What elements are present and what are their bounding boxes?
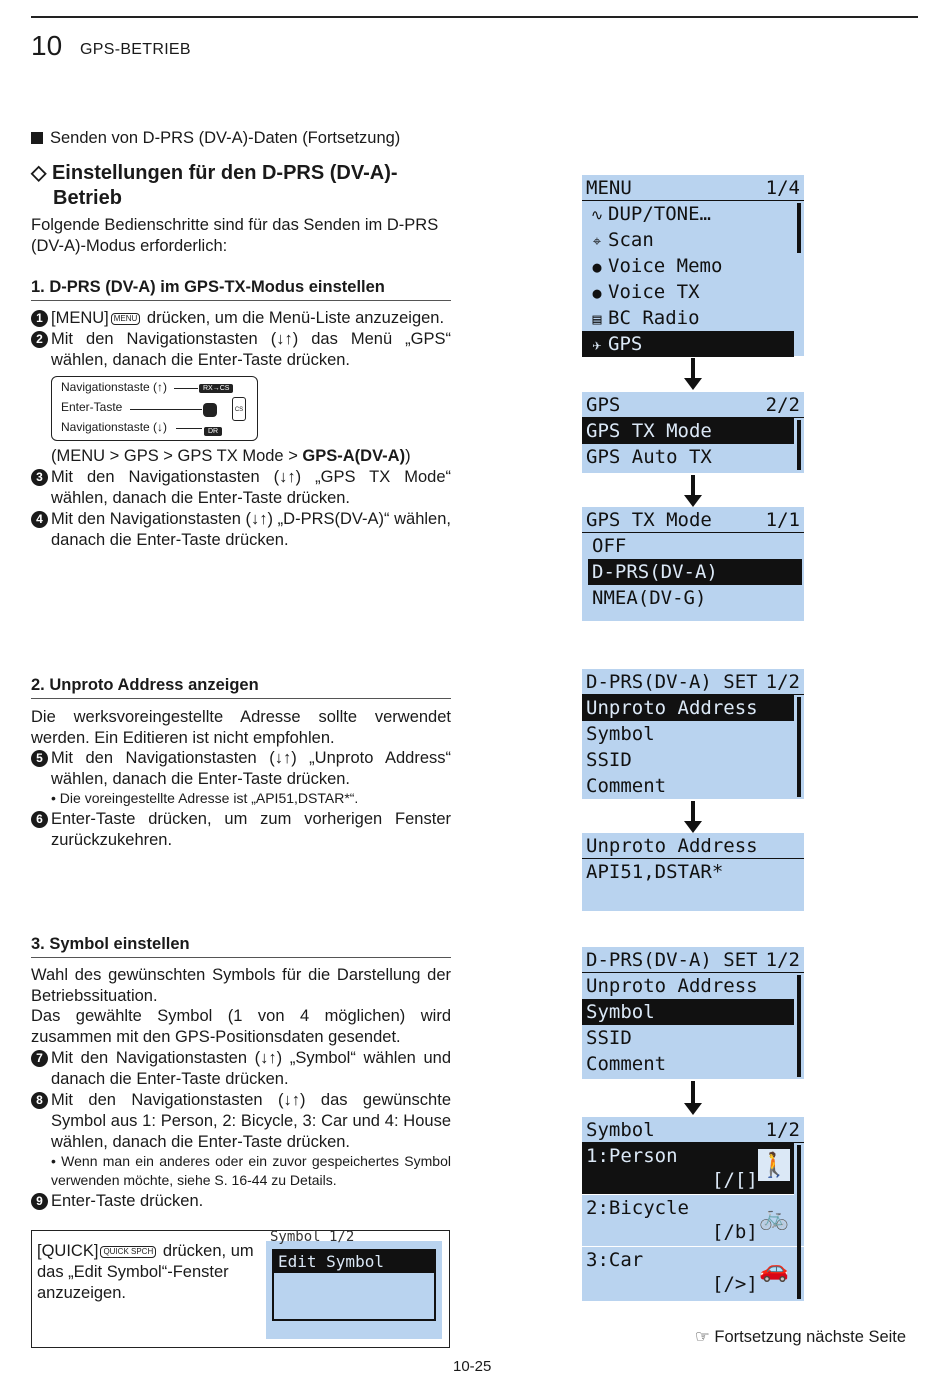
down-arrow-icon [684, 1081, 702, 1115]
leader-line [174, 388, 198, 389]
scrollbar[interactable] [797, 1145, 801, 1299]
menu-item-label: Voice TX [608, 281, 700, 303]
microphone-tx-icon: ● [592, 284, 602, 302]
page-number: 10-25 [453, 1358, 492, 1375]
lcd-gps [582, 392, 804, 473]
menu-item[interactable]: Comment [586, 1053, 667, 1075]
step-3 [31, 467, 451, 509]
s2-title: 2. Unproto Address anzeigen [31, 676, 451, 699]
menu-item[interactable]: Comment [586, 775, 667, 797]
radio-icon: ▤ [592, 310, 602, 328]
step8-text: Mit den Navigationstasten (↓↑) das gewünschte Symbol aus 1: Person, 2: Bicycle, 3: Car und 4: House wählen, danach die Enter-Taste drücken. [51, 1091, 451, 1151]
path-post: ) [405, 447, 411, 465]
lcd-title-bar [582, 175, 804, 201]
lcd-title: Symbol [586, 1119, 655, 1141]
edit-symbol-window [272, 1249, 436, 1321]
tone-icon: ∿ [590, 206, 604, 224]
symbol-item[interactable] [582, 1195, 804, 1247]
step-bullet: 8 [31, 1092, 48, 1109]
s1-title: 1. D-PRS (DV-A) im GPS-TX-Modus einstellen [31, 278, 451, 301]
down-arrow-icon [684, 475, 702, 507]
person-icon: 🚶 [759, 1151, 789, 1179]
lcd-page: 1/2 [765, 1119, 800, 1141]
step-1 [31, 308, 451, 329]
lcd-title-bar [582, 1117, 804, 1143]
nav-down-label: Navigationstaste (↓) [61, 420, 168, 434]
bicycle-icon: 🚲 [759, 1203, 789, 1231]
menu-item-label: BC Radio [608, 307, 700, 329]
s2-note: • Die voreingestellte Adresse ist „API51,DSTAR*“. [51, 790, 359, 806]
diamond-icon: ◇ [31, 162, 47, 184]
quick-text [37, 1241, 262, 1304]
menu-key-icon: MENU [111, 313, 141, 325]
scrollbar[interactable] [797, 975, 801, 1077]
binoculars-icon: ⌖ [592, 232, 602, 250]
menu-item-label: DUP/TONE… [608, 203, 711, 225]
header-rule [31, 16, 918, 18]
leader-line [176, 428, 202, 429]
symbol-code: [/b] [712, 1221, 758, 1243]
menu-item-label: GPS [608, 333, 643, 355]
section-continued: Senden von D-PRS (DV-A)-Daten (Fortsetzung) [31, 129, 400, 148]
lcd-page: 1/4 [765, 177, 800, 199]
heading-line1: Einstellungen für den D-PRS (DV-A)- [51, 162, 398, 184]
step-9 [31, 1191, 451, 1212]
lcd-unproto-address [582, 833, 804, 911]
path-pre: (MENU > GPS > GPS TX Mode > [51, 447, 303, 465]
menu-item[interactable]: SSID [586, 1027, 632, 1049]
quick-tip-box [31, 1230, 450, 1348]
menu-item-selected[interactable] [582, 331, 794, 357]
step-4 [31, 509, 451, 551]
menu-path [51, 446, 471, 467]
s3-title: 3. Symbol einstellen [31, 935, 451, 958]
lcd-symbol [582, 1117, 804, 1301]
menu-item[interactable] [582, 279, 804, 305]
leader-line [130, 409, 202, 410]
mini-bg-title: Symbol 1/2 [270, 1229, 355, 1245]
lcd-page: 1/2 [765, 949, 800, 971]
lcd-page: 1/1 [765, 509, 800, 531]
lcd-title-bar [582, 669, 804, 695]
step-2 [31, 329, 451, 371]
scrollbar[interactable] [797, 420, 801, 470]
lcd-dprs-set-symbol [582, 947, 804, 1079]
menu-item[interactable] [582, 305, 804, 331]
symbol-code: [/[] [712, 1169, 758, 1191]
menu-item[interactable] [582, 227, 804, 253]
continue-note: ☞ Fortsetzung nächste Seite [695, 1328, 907, 1346]
chapter-title: GPS-BETRIEB [80, 41, 191, 58]
s3-intro2: Das gewählte Symbol (1 von 4 möglichen) wird zusammen mit den GPS-Positionsdaten gesendet. [31, 1007, 451, 1046]
down-arrow-icon [684, 358, 702, 390]
menu-item[interactable] [582, 253, 804, 279]
menu-item[interactable]: GPS Auto TX [586, 446, 712, 468]
intro-text: Folgende Bedienschritte sind für das Senden im D-PRS (DV-A)-Modus erforderlich: [31, 216, 439, 255]
microphone-icon: ● [592, 258, 602, 276]
quick-post: drücken, um das „Edit Symbol“-Fenster anzuzeigen. [37, 1242, 254, 1302]
satellite-icon: ✈ [592, 336, 602, 354]
step-bullet: 2 [31, 331, 48, 348]
s2-intro: Die werksvoreingestellte Adresse sollte verwendet werden. Ein Editieren ist nicht empfohlen. [31, 708, 451, 747]
edit-symbol-title: Edit Symbol [274, 1251, 434, 1273]
edit-symbol-screen [266, 1229, 442, 1339]
lcd-title: GPS [586, 394, 621, 416]
symbol-name: 2:Bicycle [586, 1197, 689, 1219]
quick-key-icon: QUICK SPCH [100, 1246, 156, 1258]
lcd-page: 1/2 [765, 671, 800, 693]
down-arrow-icon [684, 801, 702, 833]
chapter-number: 10 [31, 30, 63, 61]
lcd-dprs-set [582, 669, 804, 799]
cs-key: CS [232, 397, 246, 421]
menu-item[interactable]: SSID [586, 749, 632, 771]
step9-text: Enter-Taste drücken. [51, 1192, 204, 1210]
menu-item[interactable]: Unproto Address [586, 975, 758, 997]
symbol-item-selected[interactable] [582, 1143, 794, 1195]
dr-key: DR [204, 427, 222, 436]
lcd-gps-tx-mode [582, 507, 804, 621]
menu-item-selected[interactable]: Unproto Address [582, 695, 794, 721]
step3-text: Mit den Navigationstasten (↓↑) „GPS TX Mode“ wählen, danach die Enter-Taste drücken. [51, 468, 451, 507]
lcd-title: Unproto Address [586, 835, 758, 857]
lcd-title: MENU [586, 177, 632, 199]
option-item[interactable]: NMEA(DV-G) [592, 587, 707, 609]
step7-text: Mit den Navigationstasten (↓↑) „Symbol“ wählen und danach die Enter-Taste drücken. [51, 1049, 451, 1088]
scrollbar[interactable] [797, 697, 801, 797]
path-bold: GPS-A(DV-A) [302, 447, 406, 465]
step-bullet: 1 [31, 310, 48, 327]
enter-label: Enter-Taste [61, 400, 123, 414]
step-7 [31, 1048, 451, 1090]
quick-pre: [QUICK] [37, 1242, 99, 1260]
menu-item-selected[interactable]: GPS TX Mode [582, 418, 794, 444]
lcd-title: GPS TX Mode [586, 509, 712, 531]
step-bullet: 3 [31, 469, 48, 486]
symbol-name: 3:Car [586, 1249, 644, 1271]
address-value: API51,DSTAR* [586, 861, 724, 883]
step1-pre: [MENU] [51, 309, 109, 327]
step2-text: Mit den Navigationstasten (↓↑) das Menü „GPS“ wählen, danach die Enter-Taste drücken. [51, 330, 451, 369]
menu-item-label: Scan [608, 229, 654, 251]
step-bullet: 7 [31, 1050, 48, 1067]
lcd-page: 2/2 [765, 394, 800, 416]
step-6 [31, 809, 451, 851]
nav-key-diagram [51, 376, 258, 441]
lcd-title-bar [582, 947, 804, 973]
s3-note: • Wenn man ein anderes oder ein zuvor gespeichertes Symbol verwenden möchte, siehe S. 16-44 zu Details. [51, 1153, 451, 1188]
rxcs-key: RX→CS [199, 384, 233, 393]
nav-up-label: Navigationstaste (↑) [61, 380, 168, 394]
car-icon: 🚗 [759, 1255, 789, 1283]
lcd-title-bar [582, 392, 804, 418]
step-bullet: 6 [31, 811, 48, 828]
symbol-code: [/>] [712, 1273, 758, 1295]
enter-key-icon [203, 403, 217, 417]
menu-item-label: Voice Memo [608, 255, 723, 277]
step-bullet: 5 [31, 750, 48, 767]
lcd-title-bar [582, 507, 804, 533]
step-8 [31, 1090, 451, 1153]
scrollbar[interactable] [797, 203, 801, 253]
option-item-selected[interactable]: D-PRS(DV-A) [588, 559, 802, 585]
heading [31, 161, 451, 211]
lcd-title: D-PRS(DV-A) SET [586, 949, 758, 971]
step6-text: Enter-Taste drücken, um zum vorherigen Fenster zurückzukehren. [51, 810, 451, 849]
option-item[interactable]: OFF [592, 535, 627, 557]
lcd-menu [582, 175, 804, 356]
step4-text: Mit den Navigationstasten (↓↑) „D-PRS(DV-A)“ wählen, danach die Enter-Taste drücken. [51, 510, 451, 549]
step5-text: Mit den Navigationstasten (↓↑) „Unproto Address“ wählen, danach die Enter-Taste drücken. [51, 749, 451, 788]
lcd-title-bar [582, 833, 804, 859]
symbol-item[interactable] [582, 1247, 804, 1299]
step-5 [31, 748, 451, 790]
menu-item[interactable]: Symbol [586, 723, 655, 745]
heading-line2: Betrieb [53, 187, 122, 209]
symbol-name: 1:Person [586, 1145, 678, 1167]
s3-intro1: Wahl des gewünschten Symbols für die Darstellung der Betriebssituation. [31, 966, 451, 1005]
menu-item[interactable] [582, 201, 804, 227]
menu-item-selected[interactable]: Symbol [582, 999, 794, 1025]
step-bullet: 4 [31, 511, 48, 528]
step1-post: drücken, um die Menü-Liste anzuzeigen. [142, 309, 445, 327]
step-bullet: 9 [31, 1193, 48, 1210]
lcd-title: D-PRS(DV-A) SET [586, 671, 758, 693]
